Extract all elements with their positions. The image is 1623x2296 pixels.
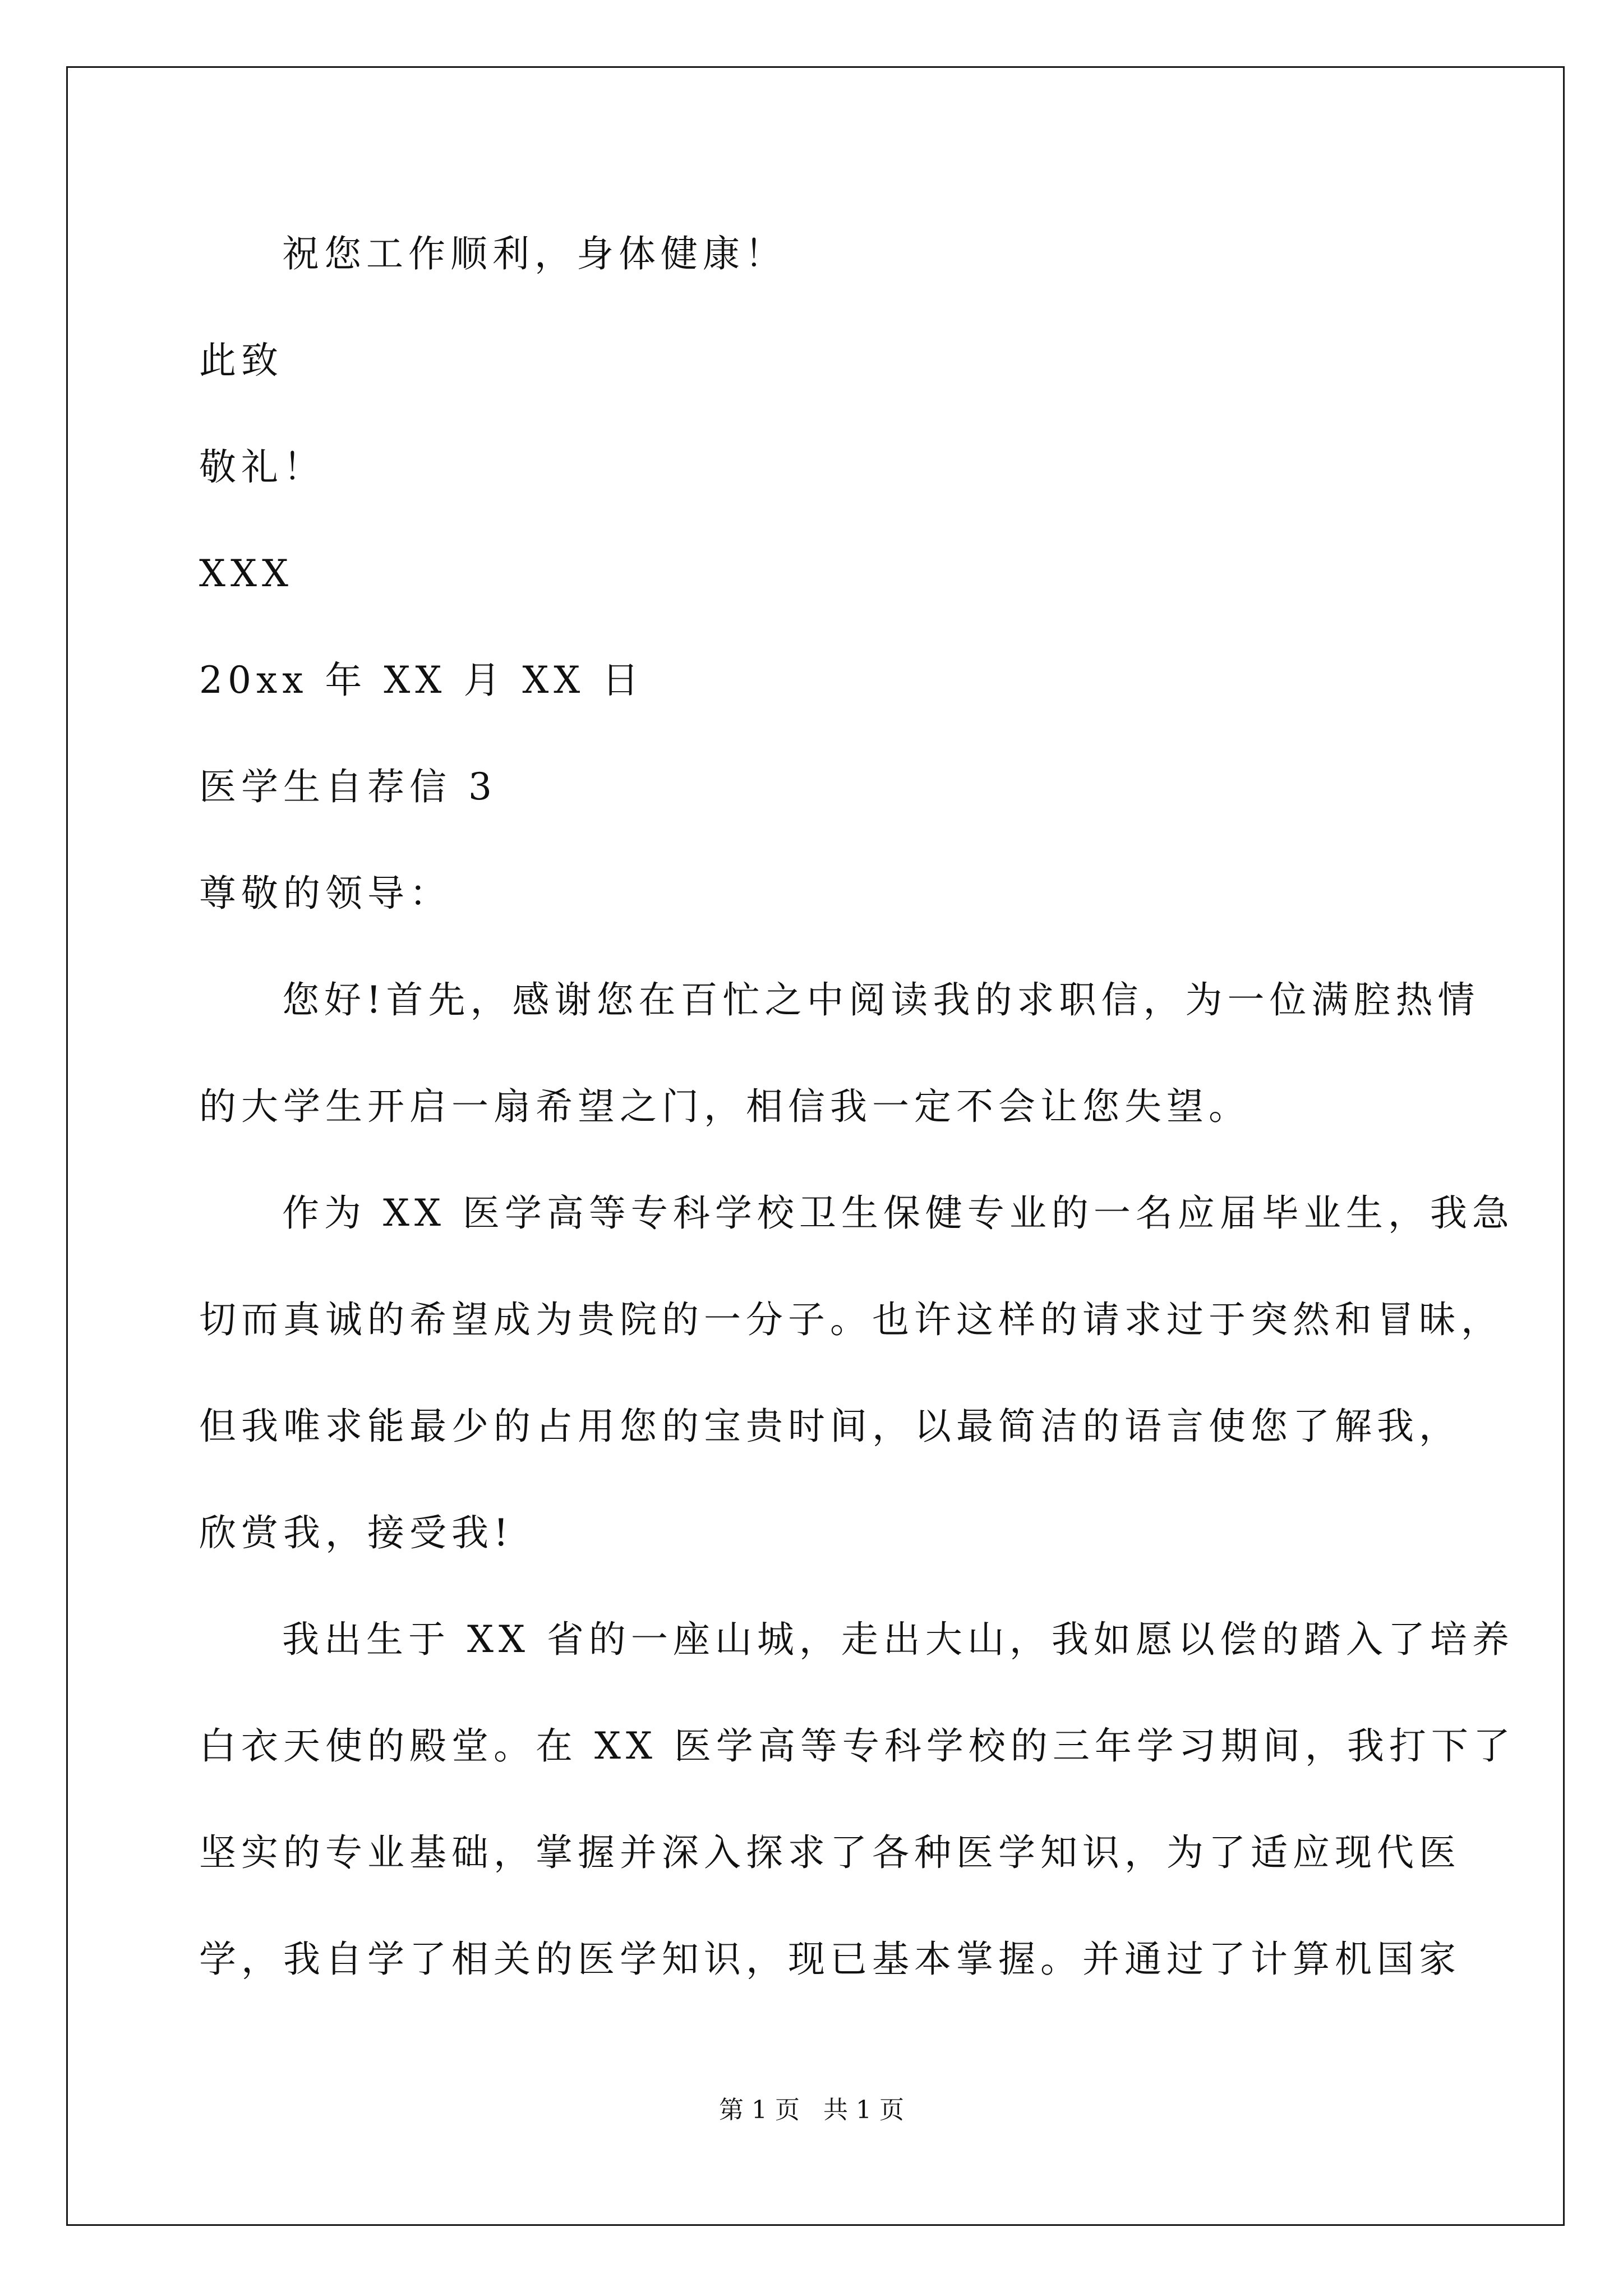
paragraph-line: 您好!首先，感谢您在百忙之中阅读我的求职信，为一位满腔热情 [282, 978, 1480, 1022]
paragraph-line: 作为 XX 医学高等专科学校卫生保健专业的一名应届毕业生，我急 [282, 1191, 1514, 1235]
paragraph-line: 坚实的专业基础，掌握并深入探求了各种医学知识，为了适应现代医 [199, 1831, 1461, 1874]
signature-name: XXX [199, 552, 293, 595]
signature-date: 20xx 年 XX 月 XX 日 [199, 659, 644, 702]
paragraph-line: 但我唯求能最少的占用您的宝贵时间，以最简洁的语言使您了解我， [199, 1405, 1461, 1448]
paragraph-line: 欣赏我，接受我! [199, 1511, 514, 1554]
paragraph-line: 白衣天使的殿堂。在 XX 医学高等专科学校的三年学习期间，我打下了 [199, 1724, 1515, 1768]
greeting: 尊敬的领导： [199, 872, 451, 915]
closing-wish: 祝您工作顺利，身体健康！ [282, 232, 787, 275]
salutation-close: 此致 [199, 339, 283, 382]
paragraph-line: 我出生于 XX 省的一座山城，走出大山，我如愿以偿的踏入了培养 [282, 1618, 1514, 1661]
paragraph-line: 切而真诚的希望成为贵院的一分子。也许这样的请求过于突然和冒昧， [199, 1298, 1503, 1341]
page-number-footer: 第 1 页 共 1 页 [719, 2096, 904, 2124]
salutation-respect: 敬礼！ [199, 445, 325, 489]
paragraph-line: 学，我自学了相关的医学知识，现已基本掌握。并通过了计算机国家 [199, 1938, 1461, 1981]
letter-title: 医学生自荐信 3 [199, 765, 497, 808]
paragraph-line: 的大学生开启一扇希望之门，相信我一定不会让您失望。 [199, 1085, 1251, 1128]
page-border [66, 66, 1565, 2226]
